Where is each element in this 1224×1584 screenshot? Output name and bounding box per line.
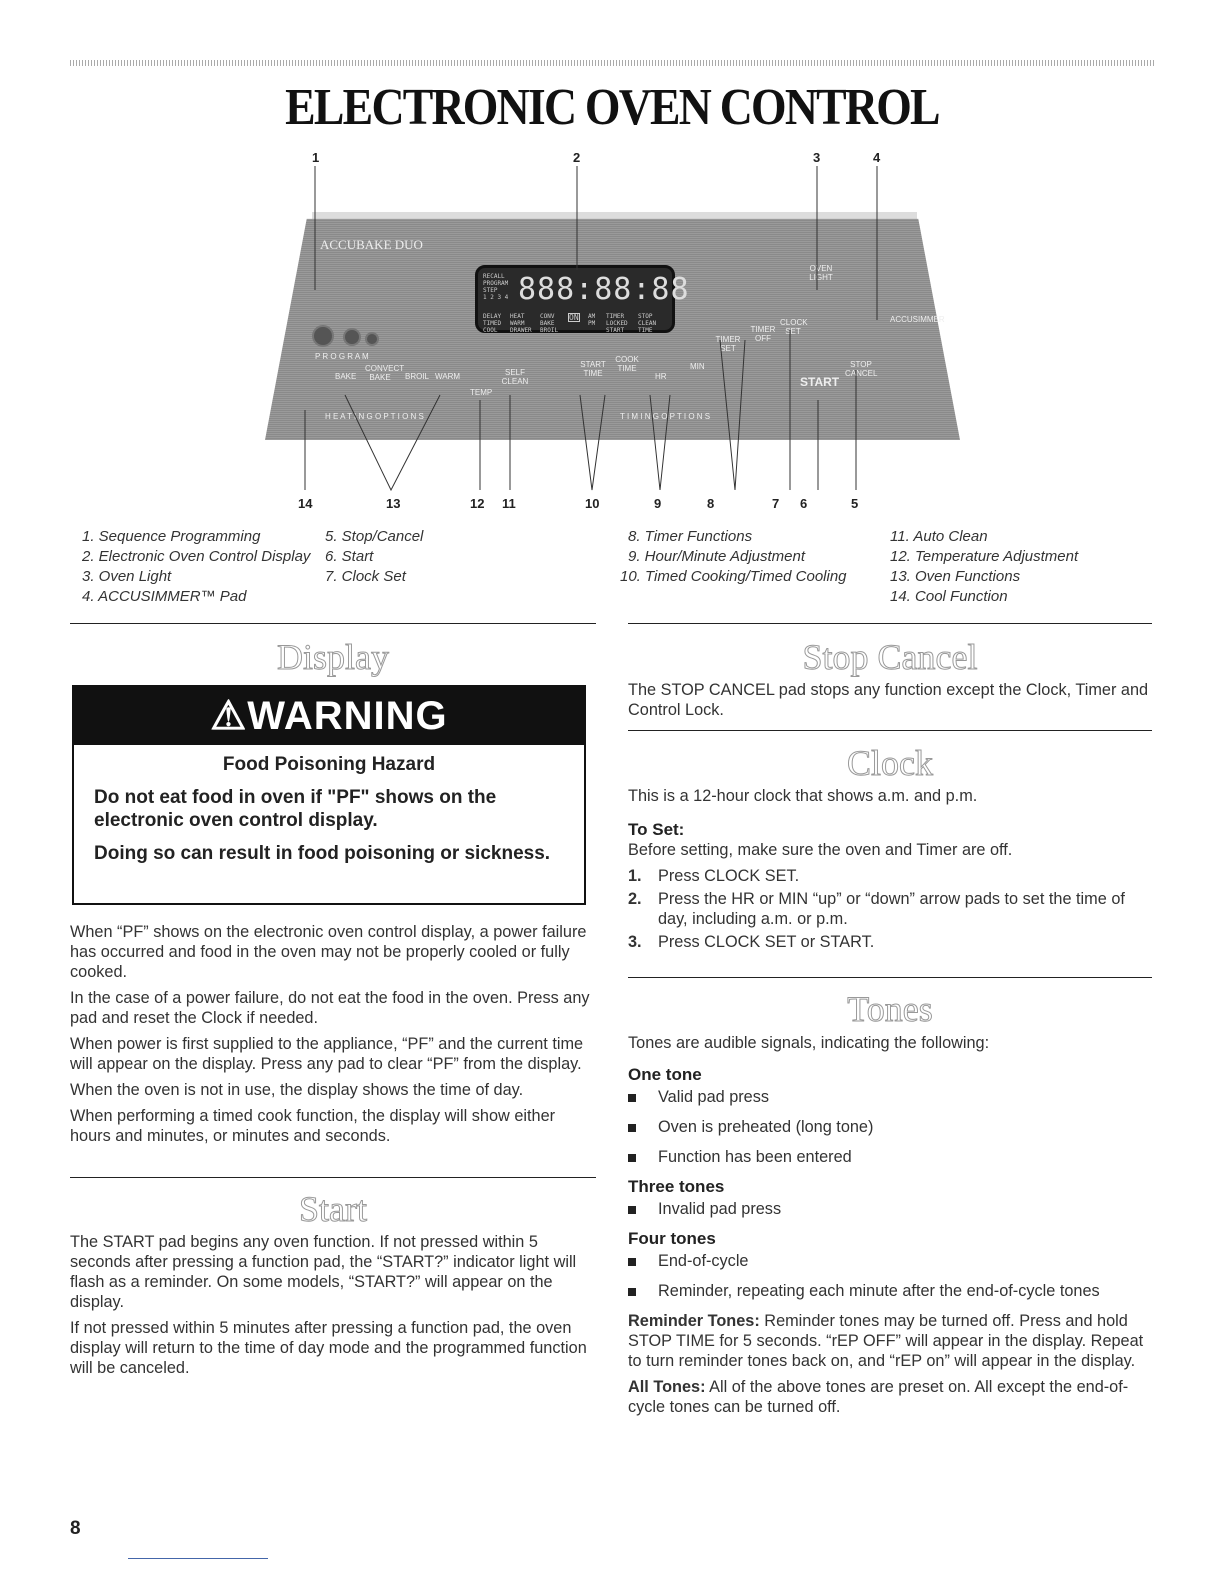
legend-col-3 — [620, 527, 868, 587]
paragraph: In the case of a power failure, do not eat the food in the oven. Press any pad and reset the Clock if needed. — [70, 989, 590, 1027]
bullet-text: Function has been entered — [658, 1148, 852, 1166]
bullet-text: Valid pad press — [658, 1088, 770, 1106]
display-program: PROGRAM — [483, 280, 509, 287]
callout-7: 7 — [772, 496, 780, 511]
bullet-item — [628, 1147, 1152, 1167]
display-stop: STOP CLEAN TIME — [638, 313, 657, 334]
divider — [70, 623, 596, 624]
callout-3: 3 — [813, 150, 821, 165]
warning-text: Do not eat food in oven if "PF" shows on the electronic oven control display. — [94, 787, 497, 831]
legend-item: 5. Stop/Cancel — [325, 528, 424, 545]
oven-light-pad[interactable]: OVEN LIGHT — [809, 264, 833, 282]
warning-label: WARNING — [247, 694, 448, 738]
callout-1: 1 — [312, 150, 320, 165]
subheading: Three tones — [628, 1177, 725, 1196]
start-section — [70, 1232, 596, 1384]
brand-logo: ACCUBAKE DUO — [320, 237, 423, 252]
clock-heading: Clock — [847, 743, 933, 783]
step — [628, 889, 1152, 929]
all-tones-label: All Tones: — [628, 1378, 706, 1396]
timing-options-label: T I M I N G O P T I O N S — [620, 412, 711, 421]
paragraph: When performing a timed cook function, the display will show either hours and minutes, or minutes and seconds. — [70, 1107, 556, 1145]
display-section — [70, 922, 596, 1152]
callout-10: 10 — [585, 496, 600, 511]
display-conv: CONV BAKE BROIL — [540, 313, 559, 334]
warm-pad[interactable]: WARM — [435, 372, 461, 381]
callout-9: 9 — [654, 496, 662, 511]
callout-2: 2 — [573, 150, 581, 165]
display-delay: DELAY TIMED COOL — [483, 313, 502, 334]
step-number: 3. — [628, 933, 642, 951]
callout-5: 5 — [851, 496, 859, 511]
bullet-item — [628, 1251, 1152, 1271]
display-heat: HEAT WARM DRAWER — [510, 313, 532, 334]
bullet-item — [628, 1087, 1152, 1107]
step-number: 2. — [628, 890, 642, 908]
legend-item: 9. Hour/Minute Adjustment — [628, 548, 806, 565]
step-number: 1. — [628, 867, 642, 885]
divider — [628, 977, 1152, 978]
warning-text: Doing so can result in food poisoning or sickness. — [94, 843, 551, 864]
hr-pad[interactable]: HR — [655, 372, 667, 381]
display-digits: 888:88:88 — [518, 272, 690, 307]
legend-item: 12. Temperature Adjustment — [890, 548, 1079, 565]
callout-13: 13 — [386, 496, 401, 511]
timer-set-pad[interactable]: TIMER SET — [715, 335, 741, 353]
bullet-text: Reminder, repeating each minute after the end-of-cycle tones — [658, 1282, 1100, 1300]
bullet-text: Oven is preheated (long tone) — [658, 1118, 874, 1136]
start-pad[interactable]: START — [800, 375, 840, 389]
legend-item: 6. Start — [325, 548, 374, 565]
callout-lines — [0, 0, 1224, 520]
paragraph: This is a 12-hour clock that shows a.m. and p.m. — [628, 787, 978, 805]
paragraph: Before setting, make sure the oven and Timer are off. — [628, 841, 1013, 859]
display-steps: 1 2 3 4 — [483, 294, 509, 301]
bullet-text: End-of-cycle — [658, 1252, 749, 1270]
clock-section — [628, 786, 1152, 955]
warning-header: ⚠WARNING — [74, 687, 584, 745]
paragraph: When “PF” shows on the electronic oven control display, a power failure has occurred and food in the oven may not be properly cooled or fully cooked. — [70, 923, 587, 981]
callout-4: 4 — [873, 150, 881, 165]
bake-pad[interactable]: BAKE — [335, 372, 357, 381]
paragraph: Tones are audible signals, indicating the following: — [628, 1034, 990, 1052]
timer-off-pad[interactable]: TIMER OFF — [750, 325, 776, 343]
legend-item: 2. Electronic Oven Control Display — [82, 548, 311, 565]
callout-11: 11 — [502, 496, 516, 511]
step-text: Press the HR or MIN “up” or “down” arrow pads to set the time of day, including a.m. or p.m. — [658, 890, 1125, 928]
callout-12: 12 — [470, 496, 485, 511]
step — [628, 932, 1152, 952]
legend-item: 3. Oven Light — [82, 568, 172, 585]
step — [628, 866, 1152, 886]
reminder-text: Reminder tones may be turned off. Press and hold STOP TIME for 5 seconds. “rEP OFF” will appear in the display. Repeat to turn reminder tones back on, and “rEP on” will appear in the display. — [628, 1312, 1144, 1370]
callout-14: 14 — [298, 496, 313, 511]
self-clean-pad[interactable]: SELF CLEAN — [501, 368, 529, 386]
paragraph: If not pressed within 5 minutes after pressing a function pad, the oven display will return to the time of day mode and the programmed function will be canceled. — [70, 1319, 587, 1377]
tones-section — [628, 1033, 1152, 1423]
divider — [628, 730, 1152, 731]
bullet-item — [628, 1117, 1152, 1137]
legend-item: 8. Timer Functions — [628, 528, 753, 545]
convect-bake-pad[interactable]: CONVECT BAKE — [365, 364, 405, 382]
footer-line — [128, 1558, 268, 1559]
min-pad[interactable]: MIN — [690, 362, 705, 371]
display-heading: Display — [277, 637, 389, 677]
tones-heading: Tones — [847, 989, 933, 1029]
start-heading: Start — [299, 1189, 367, 1229]
bullet-item — [628, 1281, 1152, 1301]
legend-item: 7. Clock Set — [325, 568, 406, 585]
legend-col-1 — [82, 527, 310, 607]
warning-box — [72, 685, 586, 905]
legend-item: 1. Sequence Programming — [82, 528, 261, 545]
step-text: Press CLOCK SET. — [658, 867, 800, 885]
stop-cancel-heading: Stop Cancel — [802, 637, 978, 677]
display-recall: RECALL — [483, 273, 505, 280]
paragraph: The START pad begins any oven function. If not pressed within 5 seconds after pressing a function pad, the “START?” indicator light will flash as a reminder. On some models, “START?” will appear on the display. — [70, 1233, 577, 1311]
program-label: P R O G R A M — [315, 352, 369, 361]
stop-cancel-text: The STOP CANCEL pad stops any function except the Clock, Timer and Control Lock. — [628, 681, 1149, 719]
clock-set-pad[interactable]: CLOCK SET — [780, 318, 808, 336]
subheading: One tone — [628, 1065, 702, 1084]
legend-item: 11. Auto Clean — [890, 528, 988, 545]
paragraph: When power is first supplied to the appliance, “PF” and the current time will appear on the display. Press any pad to clear “PF” from the display. — [70, 1035, 584, 1073]
callout-6: 6 — [800, 496, 808, 511]
bullet-item — [628, 1199, 1152, 1219]
all-tones-text: All of the above tones are preset on. All except the end-of-cycle tones can be turned off. — [628, 1378, 1129, 1416]
legend-item: 14. Cool Function — [890, 588, 1008, 605]
display-ampm: AM PM — [588, 313, 596, 327]
legend-col-4 — [890, 527, 1078, 607]
legend-item: 13. Oven Functions — [890, 568, 1021, 585]
temp-pad[interactable]: TEMP — [470, 388, 493, 397]
callout-8: 8 — [707, 496, 715, 511]
bullet-text: Invalid pad press — [658, 1200, 782, 1218]
heating-options-label: H E A T I N G O P T I O N S — [325, 412, 424, 421]
cook-time-pad[interactable]: COOK TIME — [615, 355, 639, 373]
legend-col-2 — [325, 527, 423, 587]
start-time-pad[interactable]: START TIME — [580, 360, 606, 378]
step-text: Press CLOCK SET or START. — [658, 933, 875, 951]
accusimmer-pad[interactable]: ACCUSIMMER — [890, 315, 945, 324]
legend-item: 10. Timed Cooking/Timed Cooling — [620, 568, 847, 585]
legend-item: 4. ACCUSIMMER™ Pad — [82, 588, 247, 605]
paragraph: When the oven is not in use, the display shows the time of day. — [70, 1081, 524, 1099]
page-number: 8 — [70, 1518, 81, 1539]
page-title: ELECTRONIC OVEN CONTROL — [285, 79, 939, 136]
reminder-label: Reminder Tones: — [628, 1312, 760, 1330]
display-on: ON — [569, 313, 579, 322]
display-step: STEP — [483, 287, 498, 294]
display-timer: TIMER LOCKED START — [606, 313, 628, 334]
divider — [70, 1177, 596, 1178]
warning-subtitle: Food Poisoning Hazard — [222, 754, 436, 775]
stop-cancel-pad[interactable]: STOP CANCEL — [845, 360, 878, 378]
subheading: To Set: — [628, 820, 685, 839]
broil-pad[interactable]: BROIL — [405, 372, 430, 381]
divider — [628, 623, 1152, 624]
subheading: Four tones — [628, 1229, 716, 1248]
